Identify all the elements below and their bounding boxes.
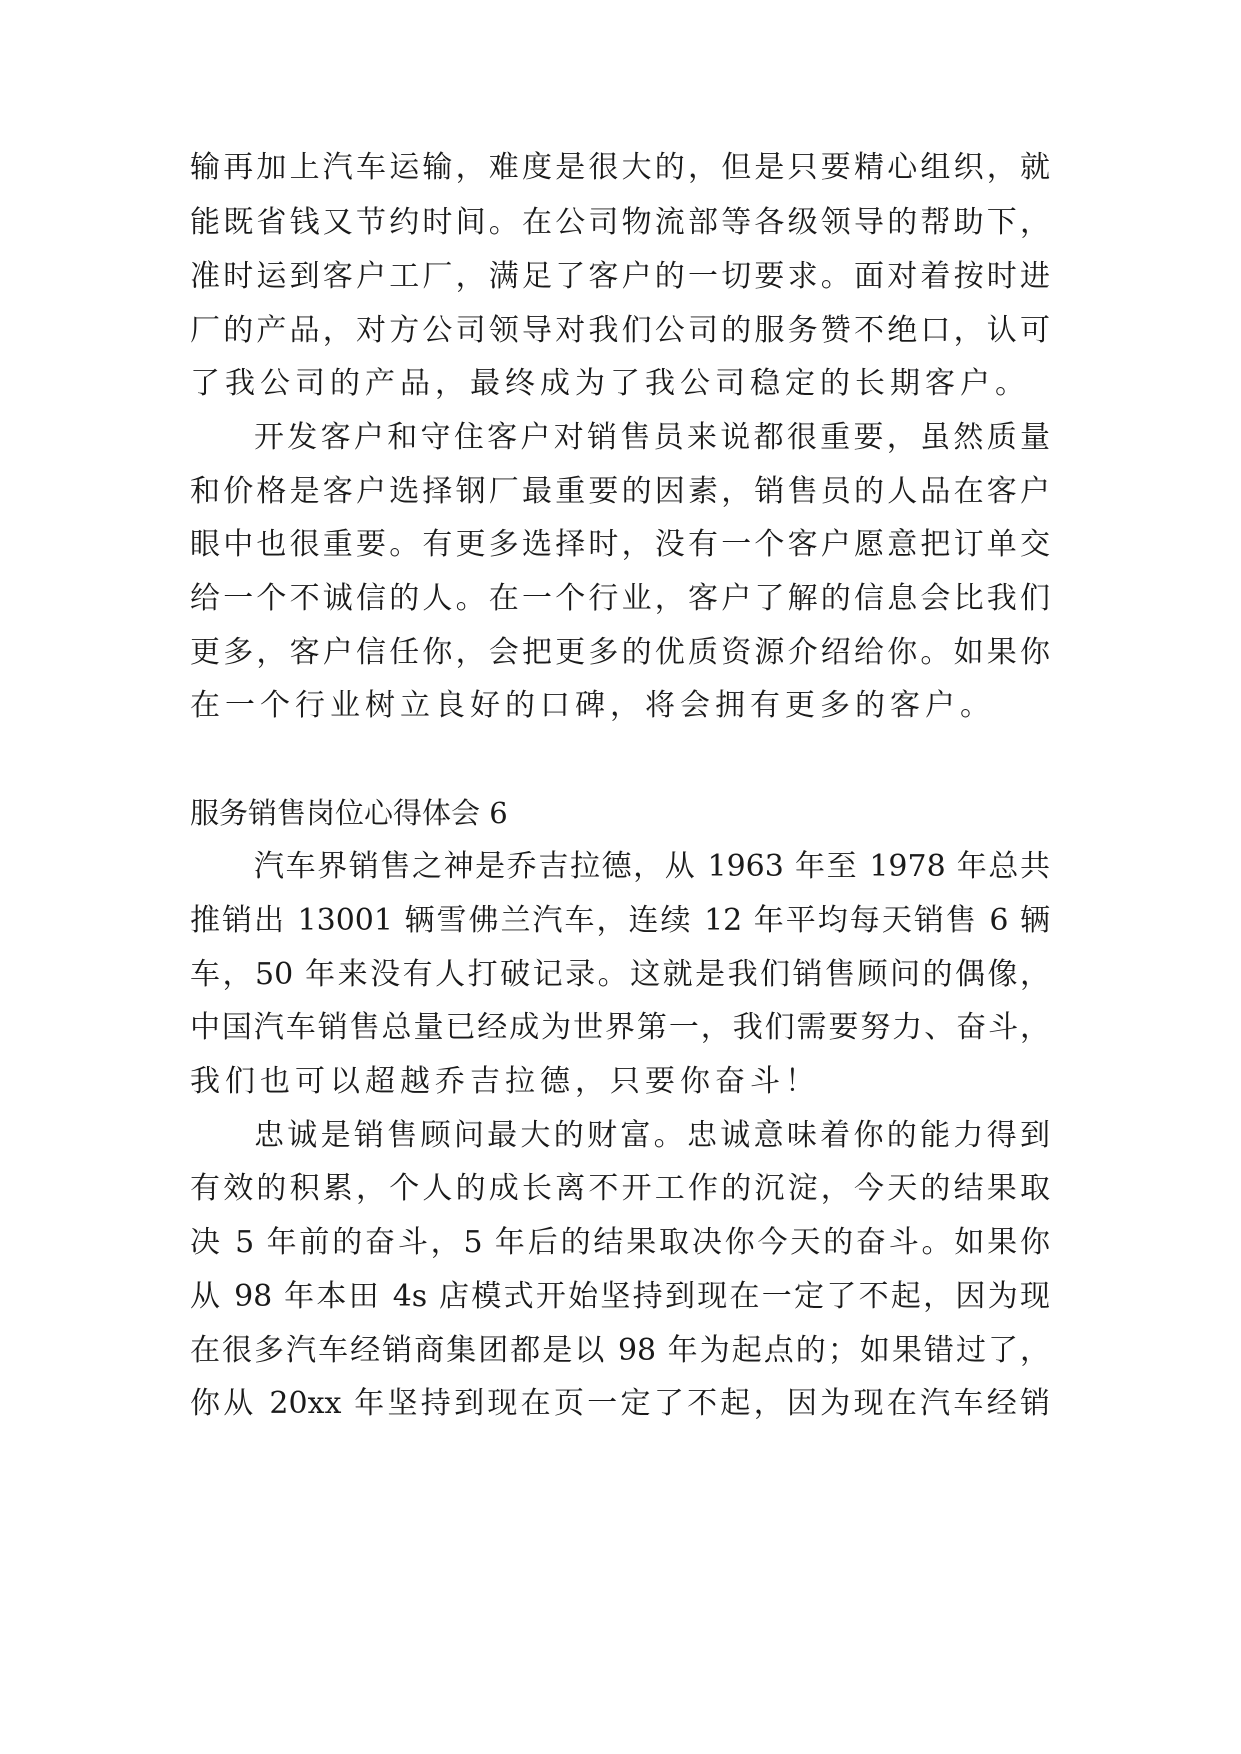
- text-line: 给一个不诚信的人。在一个行业，客户了解的信息会比我们: [190, 581, 1050, 616]
- text-line: 从 98 年本田 4s 店模式开始坚持到现在一定了不起，因为现: [190, 1279, 1050, 1314]
- text-line: 在很多汽车经销商集团都是以 98 年为起点的；如果错过了，: [190, 1333, 1050, 1368]
- text-line: 我们也可以超越乔吉拉德，只要你奋斗！: [190, 1064, 820, 1099]
- text-line: 和价格是客户选择钢厂最重要的因素，销售员的人品在客户: [190, 474, 1050, 509]
- text-line: 忠诚是销售顾问最大的财富。忠诚意味着你的能力得到: [254, 1118, 1050, 1153]
- text-line: 准时运到客户工厂，满足了客户的一切要求。面对着按时进: [190, 259, 1050, 294]
- text-line: 中国汽车销售总量已经成为世界第一，我们需要努力、奋斗，: [190, 1010, 1050, 1045]
- text-line: 开发客户和守住客户对销售员来说都很重要，虽然质量: [254, 420, 1050, 455]
- text-line: 更多，客户信任你，会把更多的优质资源介绍给你。如果你: [190, 635, 1050, 670]
- text-line: 有效的积累，个人的成长离不开工作的沉淀，今天的结果取: [190, 1171, 1050, 1206]
- section-heading: 服务销售岗位心得体会 6: [190, 796, 508, 830]
- text-line: 能既省钱又节约时间。在公司物流部等各级领导的帮助下，: [190, 205, 1050, 240]
- text-line: 厂的产品，对方公司领导对我们公司的服务赞不绝口，认可: [190, 313, 1050, 348]
- text-line: 汽车界销售之神是乔吉拉德，从 1963 年至 1978 年总共: [254, 849, 1050, 884]
- text-line: 决 5 年前的奋斗，5 年后的结果取决你今天的奋斗。如果你: [190, 1225, 1050, 1260]
- text-line: 了我公司的产品，最终成为了我公司稳定的长期客户。: [190, 366, 1030, 401]
- text-line: 在一个行业树立良好的口碑，将会拥有更多的客户。: [190, 688, 995, 723]
- text-line: 你从 20xx 年坚持到现在页一定了不起，因为现在汽车经销: [190, 1386, 1050, 1421]
- text-line: 眼中也很重要。有更多选择时，没有一个客户愿意把订单交: [190, 527, 1050, 562]
- text-line: 车，50 年来没有人打破记录。这就是我们销售顾问的偶像，: [190, 957, 1050, 992]
- text-line: 输再加上汽车运输，难度是很大的，但是只要精心组织，就: [190, 150, 1050, 185]
- text-line: 推销出 13001 辆雪佛兰汽车，连续 12 年平均每天销售 6 辆: [190, 903, 1050, 938]
